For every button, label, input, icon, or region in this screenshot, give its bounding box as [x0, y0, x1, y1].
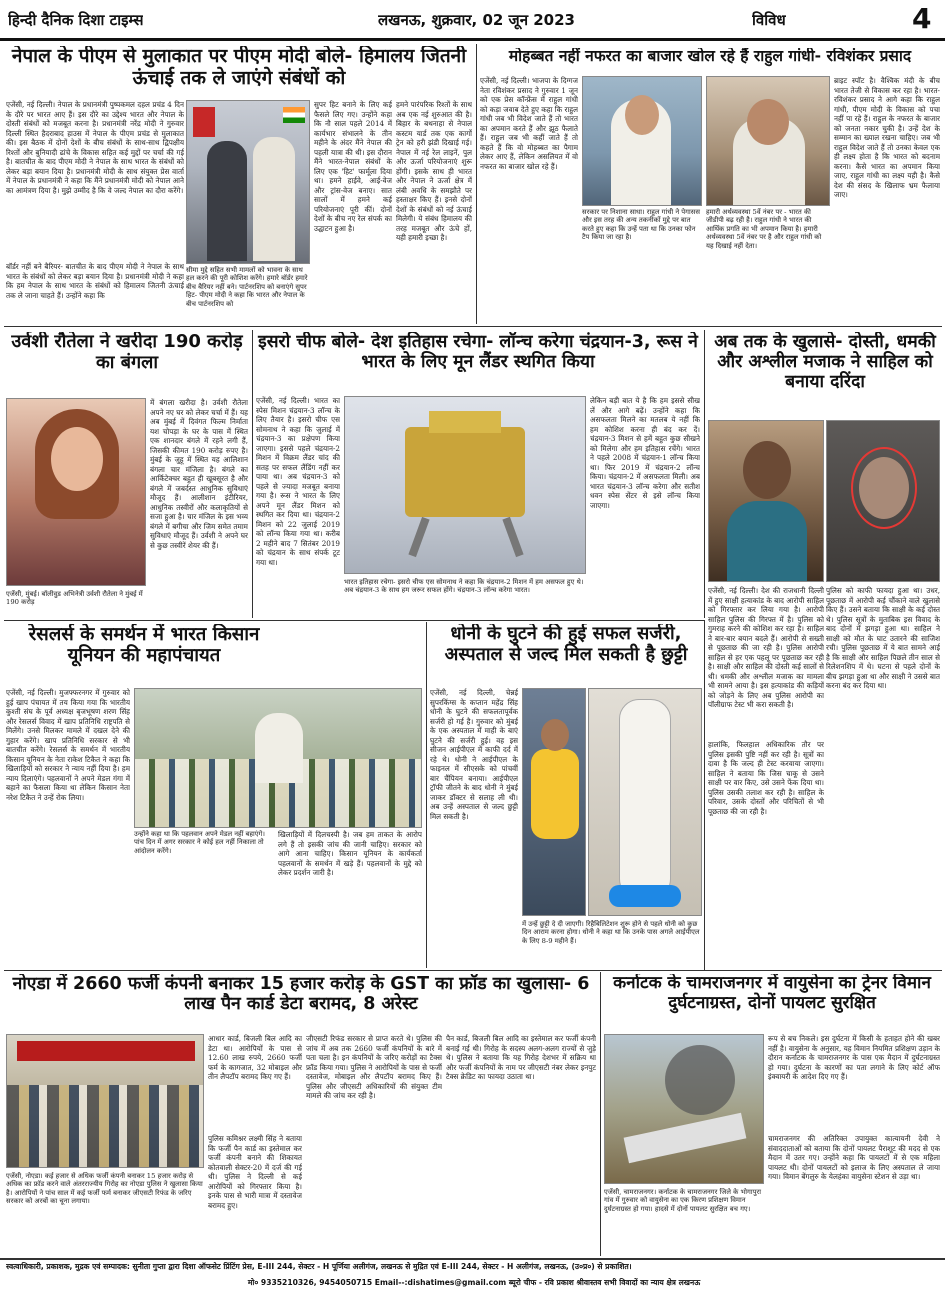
flag-shape [283, 107, 305, 123]
page-number: 4 [912, 2, 932, 35]
urvashi-photo [6, 398, 146, 586]
masthead [0, 0, 945, 42]
karnataka-caption: एजेंसी, चामराजनगर। कर्नाटक के चामराजनगर जिले के भोगापुरा गांव में गुरुवार को वायुसेना का एक किरण प्रशिक्षण विमान दुर्घटनाग्रस्त हो गया। हादसे में दोनों पायलट सुरक्षित बच गए। [604, 1188, 762, 1213]
isro-body-1: एजेंसी, नई दिल्ली। भारत का स्पेस मिशन चंद्रयान-3 लॉन्च के लिए तैयार है। इसरो चीफ एस सोमनाथ ने कहा कि जुलाई में चंद्रयान-3 का प्रक्षेपण किया जाएगा। इससे पहले चंद्रयान-2 मिशन में विक्रम लैंडर चांद की सतह पर सफल लैंडिंग नहीं कर पाया था। अब चंद्रयान-3 को पहले से ज्यादा मजबूत बनाया गया है। रूस ने भारत के लिए अपने मून लैंडर मिशन को स्थगित कर दिया था। चंद्रयान-2 मिशन को 22 जुलाई 2019 को लॉन्च किया गया था। करीब 2 महीने बाद 7 सितंबर 2019 को चंद्रयान के साथ संपर्क टूट गया था। [256, 396, 340, 567]
rahul-headline: मोहब्बत नहीं नफरत का बाजार खोल रहे हैं राहुल गांधी- रविशंकर प्रसाद [508, 48, 912, 65]
noida-caption: एजेंसी, नोएडा। कई हजार से अधिक फर्जी कंपनी बनाकर 15 हजार करोड़ से अधिक का फ्रॉड करने वाले अंतरराज्यीय गिरोह का नोएडा पुलिस ने खुलासा किया है। आरोपियों ने पांच साल में कई फर्जी फर्म बनाकर जीएसटी रिफंड के जरिए सरकार को अरबों का चूना लगाया। [6, 1172, 203, 1206]
column-rule [476, 44, 477, 324]
people-row-shape [7, 1085, 204, 1168]
face-shape [541, 719, 569, 751]
modi-caption: सीमा मुद्दे सहित सभी मामलों को भावना के साथ हल करने की पूरी कोशिश करेंगे। हमारे बॉर्डर हमारे बीच बैरियर नहीं बने। पार्टनरशिप को बनाएंगे सुपर हिट- पीएम मोदी ने कहा कि भारत और नेपाल के बीच पार्टनरशिप को [186, 266, 308, 308]
row-rule [4, 620, 704, 621]
noida-body-1: आधार कार्ड, बिजली बिल आदि का डेटा था। आरोपियों के पास से 12.60 लाख रुपये, 2660 फर्जी फर्म के कागजात, 32 मोबाइल और तीन लैपटॉप बरामद किए गए हैं। [208, 1034, 302, 1081]
karnataka-body-1: रूप से बच निकले। इस दुर्घटना में किसी के हताहत होने की खबर नहीं है। वायुसेना के अनुसार, यह विमान नियमित प्रशिक्षण उड़ान के दौरान कर्नाटक के चामराजनगर के पास एक मैदान में दुर्घटनाग्रस्त हो गया। दुर्घटना के कारणों का पता लगाने के लिए कोर्ट ऑफ इंक्वायरी के आदेश दिए गए हैं। [768, 1034, 940, 1081]
knee-photo [588, 688, 702, 916]
wrestlers-headline: रेसलर्स के समर्थन में भारत किसान यूनियन की महापंचायत [28, 624, 260, 667]
row-rule [4, 326, 942, 327]
sahil-body-2: हालांकि, फिलहाल अधिकारिक तौर पर पुलिस इसकी पुष्टि नहीं कर रही है। सूत्रों का दावा है कि जल्द ही टेस्ट करवाया जाएगा। साहिल ने बताया कि जिस चाकू से उसने साक्षी पर वार किए, उसे उसने फेंक दिया था। पुलिस उसकी तलाश कर रही है। साहिल के परिवार, उसके दोस्तों और परिचितों से भी पूछताछ की जा रही है। [708, 740, 824, 816]
person-shape [255, 713, 303, 783]
person-shape [253, 137, 295, 261]
mahapanchayat-photo [134, 688, 422, 828]
lander-shape [405, 427, 525, 517]
flag-shape [193, 107, 215, 137]
footer-imprint: स्वत्वाधिकारी, प्रकाशक, मुद्रक एवं सम्पादक: सुनीता गुप्ता द्वारा दिशा ऑफसेट प्रिंटिंग प्रेस, E-III 244, सेक्टर - H पूर्णिया अलीगंज, लखनऊ से मुद्रित एवं E-III 244, सेक्टर - H अलीगंज, लखनऊ, (उ०प्र०) से प्रकाशित। [6, 1262, 632, 1271]
sahil-body-1: एजेंसी, नई दिल्ली। देश की राजधानी दिल्ली में हुए साक्षी हत्याकांड के बाद आरोपी साहिल को गिरफ्तार कर लिया गया है। आरोपी साहिल पुलिस की गिरफ्त में है। पुलिस को गुमराह करने की कोशिश कर रहा है। साहिल ने बार-बार बयान बदले हैं। आरोपी से सख्ती से पूछताछ की जा रही है। पुलिस आरोपी साहिल से हर एक पहलू पर पूछताछ कर रही है। साक्षी और साहिल की दोस्ती कई सालों से थी। धमकी और अश्लील मजाक का मामला भी सामने आया है। इस हत्याकांड की कड़ियों को जोड़ने के लिए अब पुलिस आरोपी का पॉलीग्राफ टेस्ट भी करा सकती है। [708, 586, 824, 709]
isro-body-2: लेकिन बड़ी बात ये है कि हम इससे सीख लें और आगे बढ़ें। उन्होंने कहा कि असफलता मिलने का मतलब ये नहीं कि हम कोशिश करना ही बंद कर दें। चंद्रयान-3 मिशन से हमें बहुत कुछ सीखने को मिलेगा और हम इतिहास रचेंगे। भारत ने पहले 2008 में चंद्रयान-1 लॉन्च किया था। फिर 2019 में चंद्रयान-2 लॉन्च किया। चंद्रयान-2 में असफलता मिली। अब भारत चंद्रयान-3 लॉन्च करेगा और सतीश धवन स्पेस सेंटर से इसे लॉन्च किया जाएगा। [590, 396, 700, 510]
person-shape [207, 141, 247, 261]
rahul-body-1: एजेंसी, नई दिल्ली। भाजपा के दिग्गज नेता रविशंकर प्रसाद ने गुरुवार 1 जून को एक प्रेस कॉन्फ्रेंस में राहुल गांधी को कड़ा जवाब देते हुए कहा कि राहुल गांधी जब भी विदेश जाते हैं तो भारत का अपमान करते हैं और झूठ फैलाते हैं। राहुल जब भी कहीं जाते हैं तो कहते हैं कि वो मोहब्बत का पैगाम लेकर आए हैं, लेकिन असलियत में वो नफरत का बाजार खोल रहे हैं। [480, 76, 578, 171]
wrestlers-body-2: खिलाड़ियों में दिलचस्पी है। जब हम ताकत के आरोप लगे हैं तो इसकी जांच की जानी चाहिए। सरकार को आगे आना चाहिए। किसान यूनियन के कार्यकर्ता पहलवानों के समर्थन में खड़े हैं। पहलवानों के मुद्दे को लेकर प्रदर्शन जारी है। [278, 830, 422, 877]
lander-leg-shape [408, 517, 429, 557]
isro-caption: भारत इतिहास रचेगा- इसरो चीफ एस सोमनाथ ने कहा कि चंद्रयान-2 मिशन में हम असफल हुए थे। अब चंद्रयान-3 के साथ हम जरूर सफल होंगे। चंद्रयान-3 लॉन्च करेगा भारत। [344, 578, 584, 595]
noida-body-3: जीएसटी रिफंड सरकार से प्राप्त करते थे। पुलिस की जांच में अब तक 2660 फर्जी कंपनियों के बारे में पता चला है। इन कंपनियों के जरिए करोड़ों का टैक्स फ्रॉड किया गया। पुलिस ने आरोपियों के पास से फर्जी दस्तावेज, मोबाइल और लैपटॉप बरामद किए हैं। पुलिस और जीएसटी अधिकारियों की संयुक्त टीम मामले की जांच कर रही है। [306, 1034, 442, 1100]
dhoni-caption: में उन्हें छुट्टी दे दी जाएगी। रिहैबिलिटेशन शुरू होने से पहले धोनी को कुछ दिन आराम करना होगा। धोनी ने कहा था कि उनके पास अगले आईपीएल के लिए 8-9 महीने हैं। [522, 920, 700, 945]
urvashi-caption: एजेंसी, मुंबई। बॉलीवुड अभिनेत्री उर्वशी रौतेला ने मुंबई में 190 करोड़ [6, 590, 143, 607]
lander-leg-shape [502, 517, 523, 557]
shoe-shape [609, 885, 681, 907]
karnataka-headline: कर्नाटक के चामराजनगर में वायुसेना का ट्रेनर विमान दुर्घटनाग्रस्त, दोनों पायलट सुरक्षित [613, 974, 931, 1013]
circle-marker [851, 447, 917, 529]
face-shape [625, 95, 659, 135]
section-label: विविध [752, 11, 786, 29]
rahul-caption-1: सरकार पर निशाना साधा। राहुल गांधी ने पेगासस और इस तरह की अन्य तकनीकों मुद्दे पर बात करते हुए कहा कि उन्हें पता था कि उनका फोन टैप किया जा रहा है। [582, 208, 700, 242]
modi-prachanda-photo [186, 100, 310, 264]
modi-body-1: एजेंसी, नई दिल्ली। नेपाल के प्रधानमंत्री पुष्पकमल दहल प्रचंड 4 दिन के दौरे पर भारत आए हैं। इस दौरे का उद्देश्य भारत और नेपाल के दोस्ती संबंधों को मजबूत करना है। प्रधानमंत्री नरेंद्र मोदी ने गुरुवार दिल्ली स्थित हैदराबाद हाउस में नेपाल के पीएम प्रचंड से मुलाकात की। इस बैठक में दोनों देशों के बीच संबंधों के साथ-साथ द्विपक्षीय रिश्तों और बुनियादी ढांचे के विकास सहित कई मुद्दों पर चर्चा की गई है। बातचीत के बाद पीएम मोदी ने नेपाल के साथ भारत के संबंधों को लेकर बड़ा बयान दिया है। प्रधानमंत्री मोदी के साथ संयुक्त प्रेस वार्ता में नेपाल के प्रधानमंत्री ने कहा कि मैंने प्रधानमंत्री मोदी को नेपाल आने का आमंत्रण दिया है। मुझे उम्मीद है कि वे जल्द नेपाल का दौरा करेंगे। [6, 100, 184, 195]
chandrayaan-photo [344, 396, 586, 574]
smoke-shape [665, 1045, 735, 1115]
paper-name: हिन्दी दैनिक दिशा टाइम्स [8, 11, 144, 29]
sahil-body-3: पुलिस को काफी फायदा हुआ था। उधर, पूछताछ में आरोपी कई चौंकाने वाले खुलासे किए हैं। उसने बताया कि साक्षी के कई दोस्त थे। पुलिस सूत्रों के मुताबिक इस विवाद के बाद दोनों में झगड़ा हुआ था। साहिल ने साक्षी को मौत के घाट उतारने की साजिश रची। पुलिस पूछताछ में ये बात सामने आई है कि साक्षी और साहिल पिछले तीन साल से रिलेशनशिप में थे। घटना से पहले दोनों के बीच झगड़ा हुआ था और साक्षी ने उससे बात करना बंद कर दिया था। [826, 586, 940, 690]
footer-rule [0, 1258, 945, 1260]
wrestlers-caption: उन्होंने कहा था कि पहलवान अपने मेडल नहीं बहाएंगे। पांच दिन में अगर सरकार ने कोई हल नहीं निकाला तो आंदोलन करेंगे। [134, 830, 265, 855]
modi-headline: नेपाल के पीएम से मुलाकात पर पीएम मोदी बोले- हिमालय जितनी ऊंचाई तक ले जाएंगे संबंधों को [11, 46, 467, 89]
face-shape [747, 99, 789, 145]
urvashi-headline: उर्वशी रौतेला ने खरीदा 190 करोड़ का बंगला [11, 332, 243, 373]
wreck-shape [624, 1113, 747, 1163]
urvashi-body: में बंगला खरीदा है। उर्वशी रौतेला अपने नए घर को लेकर चर्चा में हैं। यह अब मुंबई में दिवंगत फिल्म निर्माता यश चोपड़ा के घर के पास में स्थित एक शानदार बंगले में रहने लगी हैं, जिसकी कीमत 190 करोड़ रुपए है। मुंबई के जुहू में स्थित यह आलिशान बंगला चार मंजिला है। बंगले का आर्किटेक्चर बहुत ही खूबसूरत है और बंगले में जबर्दस्त आधुनिक सुविधाएं मौजूद हैं। आलीशान इंटीरियर, आधुनिक तस्वीरों और कलाकृतियों से सजा हुआ है। चार मंजिल के इस भव्य बंगले में बगीचा और जिम समेत तमाम सुविधाएं मौजूद हैं। उर्वशी ने अपने घर से कुछ तस्वीरें शेयर की हैं। [150, 398, 248, 550]
face-shape [51, 427, 103, 491]
footer-contact: मो० 9335210326, 9454050715 Email--:dishatimes@gmail.com ब्यूरो चीफ - रवि प्रकाश श्रीवास्तव सभी विवादों का न्याय क्षेत्र लखनऊ [247, 1278, 701, 1287]
isro-headline: इसरो चीफ बोले- देश इतिहास रचेगा- लॉन्च करेगा चंद्रयान-3, रूस ने भारत के लिए मून लैंडर स्थगित किया [258, 332, 698, 373]
dhoni-body-1: एजेंसी, नई दिल्ली, चेन्नई सुपरकिंग्स के कप्तान महेंद्र सिंह धोनी के घुटने की सफलतापूर्वक सर्जरी हो गई है। गुरुवार को मुंबई के एक अस्पताल में माही के बाएं घुटने की सर्जरी हुई। वह इस सीजन आईपीएल में काफी दर्द में रहे थे। धोनी ने आईपीएल के फाइनल में सीएसके को पांचवीं बार चैंपियन बनाया। आईपीएल ट्रॉफी जीतने के बाद धोनी ने मुंबई जाकर डॉक्टर से सलाह ली थी। अब उन्हें अस्पताल से जल्द छुट्टी मिल सकती है। [430, 688, 518, 821]
banner-shape [17, 1041, 195, 1061]
lander-top-shape [429, 411, 501, 433]
masthead-rule [0, 38, 945, 41]
modi-body-4: हमने पारंपरिक रिश्तों के साथ अब एक नई शुरुआत की है। बिहार के बथनाहा से नेपाल कस्टम यार्ड तक एक कार्गो ट्रेन को हरी झंडी दिखाई गई। नेपाल में नई रेल लाइनें, पुल और ऊर्जा परियोजनाएं शुरू होंगी। इसके साथ ही भारत और नेपाल ने ऊर्जा क्षेत्र में लंबी अवधि के समझौते पर हस्ताक्षर किए हैं। इनसे दोनों देशों के संबंधों को नई ऊंचाई मिलेगी। ये संबंध हिमालय की तरह मजबूत और ऊंचे हों, यही हमारी इच्छा है। [396, 100, 472, 242]
column-rule [600, 972, 601, 1256]
column-rule [252, 330, 253, 618]
sakshi-photo [826, 420, 940, 582]
crash-photo [604, 1034, 764, 1184]
ravishankar-photo [706, 76, 830, 206]
sahil-photo [708, 420, 824, 582]
rahul-photo [582, 76, 702, 206]
noida-headline: नोएडा में 2660 फर्जी कंपनी बनाकर 15 हजार करोड़ के GST का फ्रॉड का खुलासा- 6 लाख पैन कार्ड डेटा बरामद, 8 अरेस्ट [12, 974, 590, 1015]
column-rule [704, 620, 705, 970]
modi-body-3: सुपर हिट बनाने के लिए कई फैसले लिए गए। उन्होंने कहा कि नौ साल पहले 2014 में कार्यभार संभालने के तीन महीने के अंदर मैंने नेपाल की पहली यात्रा की थी। इस दौरान मैंने भारत-नेपाल संबंधों के लिए एक 'हिट' फार्मूला दिया था। हमने हाईवे, आई-वेज और ट्रांस-वेज बनाए। सात सालों में हमने कई परियोजनाएं पूरी कीं। दोनों देशों के बीच नए रेल संपर्क का उद्घाटन हुआ है। [314, 100, 392, 233]
column-rule [704, 330, 705, 618]
rahul-caption-2: हमारी अर्थव्यवस्था 5वें नंबर पर - भारत की जीडीपी बढ़ रही है। राहुल गांधी ने भारत की आर्थिक प्रगति का भी अपमान किया है। हमारी अर्थव्यवस्था 5वें नंबर पर है और राहुल गांधी को यह दिखाई नहीं देता। [706, 208, 822, 250]
noida-body-4: पैन कार्ड, बिजली बिल आदि का इस्तेमाल कर फर्जी कंपनी बनाई गई थी। गिरोह के सदस्य अलग-अलग राज्यों से जुड़े थे। पुलिस ने बताया कि यह गिरोह देशभर में सक्रिय था और फर्जी कंपनियों के नाम पर जीएसटी नंबर लेकर इनपुट टैक्स क्रेडिट का फायदा उठाता था। [446, 1034, 596, 1081]
leg-shape [619, 699, 671, 899]
modi-body-2: बॉर्डर नहीं बने बैरियर- बातचीत के बाद पीएम मोदी ने नेपाल के साथ भारत के संबंधों को लेकर बड़ा बयान दिया है। प्रधानमंत्री मोदी ने कहा कि हम नेपाल के साथ भारत के संबंधों को हिमालय जितनी ऊंचाई तक ले जाना चाहते हैं। उन्होंने कहा कि [6, 262, 184, 300]
row-rule [4, 970, 942, 971]
noida-arrest-photo [6, 1034, 204, 1168]
dhoni-photo [522, 688, 586, 916]
column-rule [426, 622, 427, 968]
person-shape [727, 501, 807, 582]
sahil-headline: अब तक के खुलासे- दोस्ती, धमकी और अश्लील मजाक ने साहिल को बनाया दरिंदा [714, 332, 936, 393]
face-shape [743, 441, 791, 499]
dhoni-headline: धोनी के घुटने की हुई सफल सर्जरी, अस्पताल से जल्द मिल सकती है छुट्टी [444, 624, 688, 665]
rahul-body-3: ब्राइट स्पॉट है। वैश्विक मंदी के बीच भारत तेजी से विकास कर रहा है। भारत-रविशंकर प्रसाद ने आगे कहा कि राहुल गांधी, पीएम मोदी के विकास को पचा नहीं पा रहे हैं। राहुल के नफरत के बाजार को जनता नकार चुकी है। उन्हें देश के सम्मान का ख्याल रखना चाहिए। जब भी राहुल विदेश जाते हैं तो उनका केवल एक ही लक्ष्य होता है कि भारत को बदनाम करना। कैसे भारत का अपमान किया जाए, राहुल गांधी का लक्ष्य यही है। कैसे देश की संसद के खिलाफ भ्रम फैलाया जाए। [834, 76, 940, 199]
karnataka-body-2: चामराजनगर की अतिरिक्त उपायुक्त कात्यायनी देवी ने संवाददाताओं को बताया कि दोनों पायलट पैराशूट की मदद से एक मैदान में उतर गए। उन्होंने कहा कि पायलटों में से एक महिला पायलट थी। दोनों पायलटों को इलाज के लिए अस्पताल ले जाया गया। विमान बेंगलुरु के येलहंका वायुसेना स्टेशन से उड़ा था। [768, 1134, 940, 1181]
dateline: लखनऊ, शुक्रवार, 02 जून 2023 [378, 11, 575, 29]
wrestlers-body-1: एजेंसी, नई दिल्ली। मुजफ्फरनगर में गुरुवार को हुई खाप पंचायत में तय किया गया कि भारतीय कुश्ती संघ के पूर्व अध्यक्ष बृजभूषण शरण सिंह और रेसलर्स विवाद में खाप प्रतिनिधि राष्ट्रपति से मिलेंगे। उनसे मिलकर मामले में दखल देने की गुहार करेंगे। खाप प्रतिनिधि सरकार से भी बातचीत करेंगे। रेसलर्स के समर्थन में भारतीय किसान यूनियन के नेता राकेश टिकैत ने कहा कि खिलाड़ियों को सरकार ने न्याय नहीं दिया है। हम न्याय दिलाएंगे। पहलवानों ने अपने मेडल गंगा में बहाने का फैसला किया था लेकिन किसान नेता नरेश टिकैत ने उन्हें रोक लिया। [6, 688, 130, 802]
noida-body-2: पुलिस कमिश्नर लक्ष्मी सिंह ने बताया कि फर्जी पैन कार्ड का इस्तेमाल कर फर्जी कंपनी बनाने की शिकायत कोतवाली सेक्टर-20 में दर्ज की गई थी। पुलिस ने दिल्ली से कई आरोपियों को गिरफ्तार किया है। इनके पास से भारी मात्रा में दस्तावेज बरामद हुए। [208, 1134, 302, 1210]
jersey-shape [531, 749, 579, 839]
